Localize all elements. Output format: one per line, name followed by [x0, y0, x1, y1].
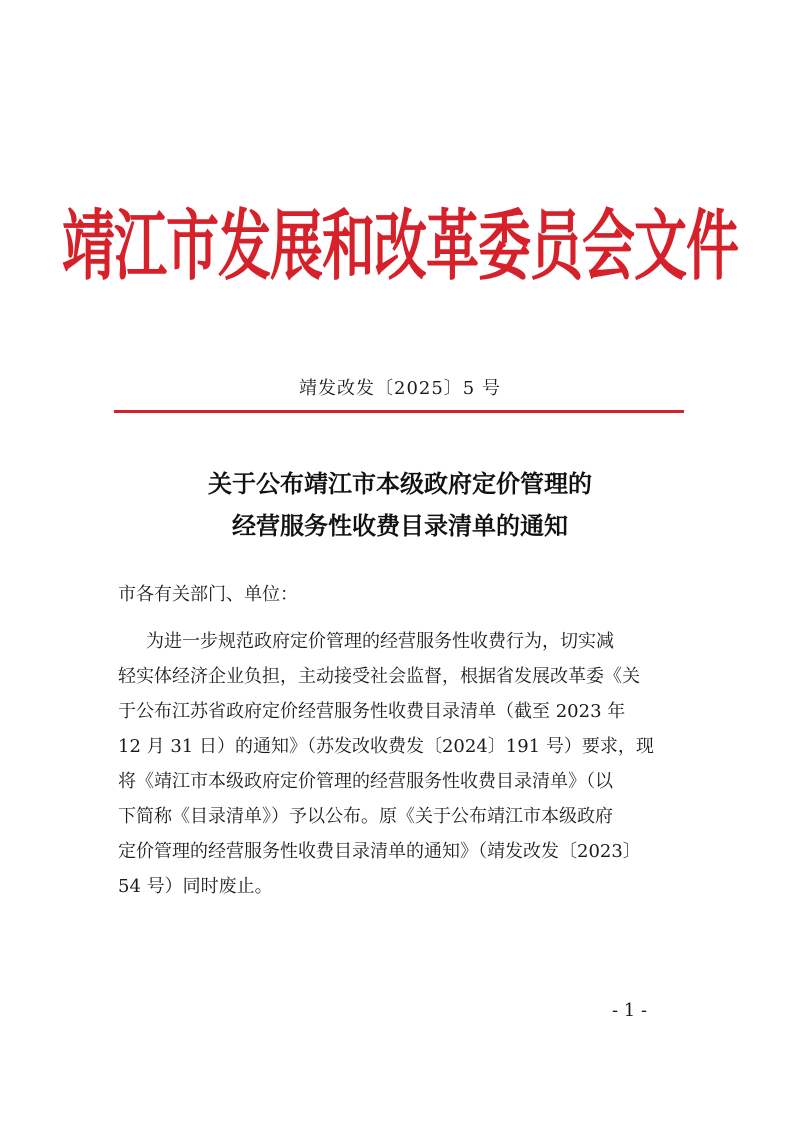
- masthead: [0, 196, 800, 300]
- body-line: 54 号）同时废止。: [118, 876, 273, 897]
- title-line-1: 关于公布靖江市本级政府定价管理的: [208, 470, 592, 498]
- title-line-2: 经营服务性收费目录清单的通知: [232, 512, 568, 540]
- body-line: 为进一步规范政府定价管理的经营服务性收费行为，切实减: [146, 631, 614, 652]
- page-number: - 1 -: [612, 1000, 648, 1021]
- body-line: 轻实体经济企业负担，主动接受社会监督，根据省发展改革委《关: [118, 666, 640, 687]
- body-line: 12 月 31 日）的通知》（苏发改收费发〔2024〕191 号）要求，现: [118, 736, 654, 757]
- body-line: 定价管理的经营服务性收费目录清单的通知》（靖发改发〔2023〕: [118, 841, 641, 862]
- masthead-title: 靖江市发展和改革委员会文件: [62, 203, 738, 292]
- addressee: 市各有关部门、单位：: [118, 584, 298, 605]
- document-title: [0, 463, 800, 547]
- body-line: 将《靖江市本级政府定价管理的经营服务性收费目录清单》（以: [118, 771, 613, 792]
- red-divider-rule: [114, 410, 684, 413]
- body-line: 下简称《目录清单》）予以公布。原《关于公布靖江市本级政府: [118, 806, 613, 827]
- body-text: [118, 624, 688, 904]
- document-number: 靖发改发〔2025〕5 号: [299, 378, 501, 399]
- body-line: 于公布江苏省政府定价经营服务性收费目录清单（截至 2023 年: [118, 701, 626, 722]
